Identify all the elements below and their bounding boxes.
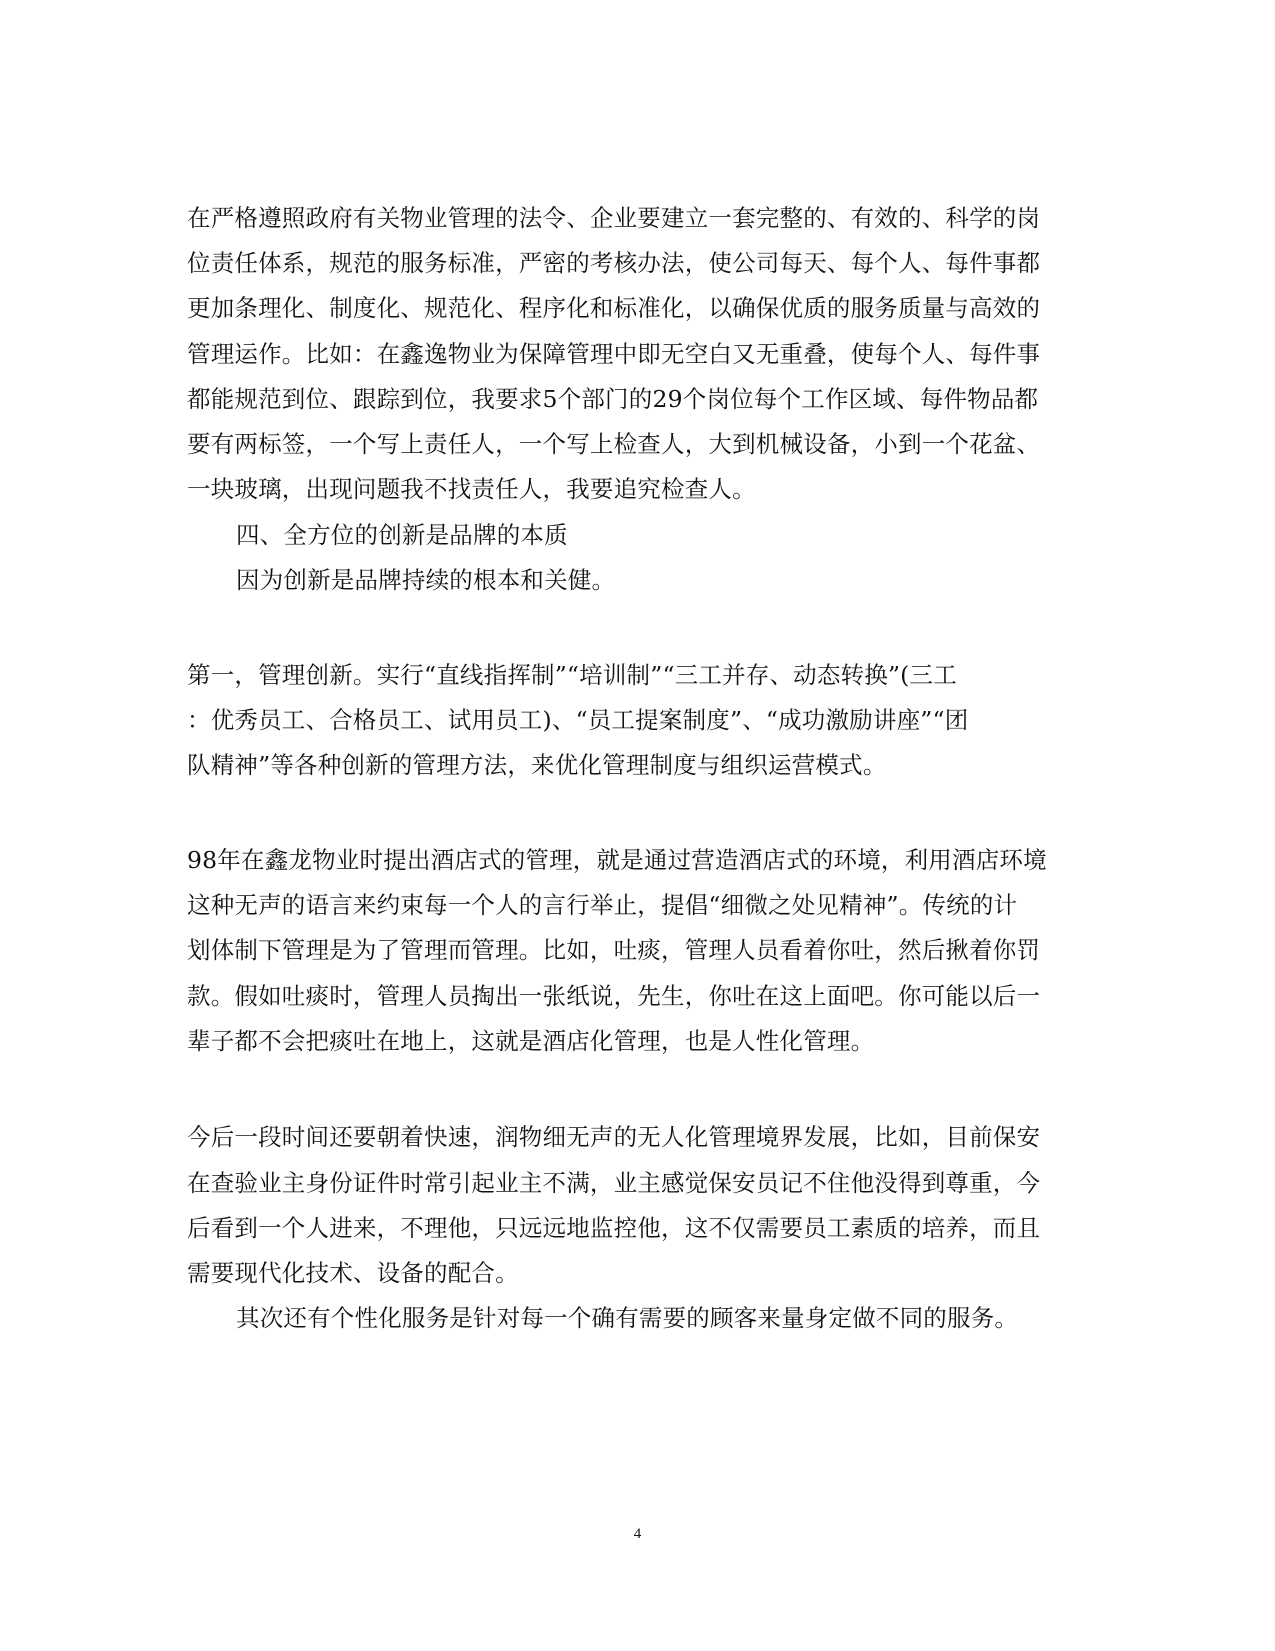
text-line: 队精神”等各种创新的管理方法，来优化管理制度与组织运营模式。 xyxy=(187,751,887,779)
text-line: ：优秀员工、合格员工、试用员工)、“员工提案制度”、“成功激励讲座”“团 xyxy=(187,706,969,734)
text-line: 划体制下管理是为了管理而管理。比如，吐痰，管理人员看着你吐，然后揪着你罚 xyxy=(187,936,1041,964)
text-line: 管理运作。比如：在鑫逸物业为保障管理中即无空白又无重叠，使每个人、每件事 xyxy=(187,340,1041,368)
text-line: 这种无声的语言来约束每一个人的言行举止，提倡“细微之处见精神”。传统的计 xyxy=(187,891,1018,919)
text-line: 今后一段时间还要朝着快速，润物细无声的无人化管理境界发展，比如，目前保安 xyxy=(187,1123,1041,1151)
text-line: 在查验业主身份证件时常引起业主不满，业主感觉保安员记不住他没得到尊重，今 xyxy=(187,1169,1041,1197)
text-line: 辈子都不会把痰吐在地上，这就是酒店化管理，也是人性化管理。 xyxy=(187,1027,875,1055)
page-number: 4 xyxy=(633,1526,642,1542)
text-line: 都能规范到位、跟踪到位，我要求5个部门的29个岗位每个工作区域、每件物品都 xyxy=(187,385,1039,413)
text-line: 一块玻璃，出现问题我不找责任人，我要追究检查人。 xyxy=(187,475,756,503)
text-line: 要有两标签，一个写上责任人，一个写上检查人，大到机械设备，小到一个花盆、 xyxy=(187,430,1041,458)
section-heading: 四、全方位的创新是品牌的本质 xyxy=(236,521,568,549)
text-line: 需要现代化技术、设备的配合。 xyxy=(187,1259,519,1287)
text-line: 第一，管理创新。实行“直线指挥制”“培训制”“三工并存、动态转换”(三工 xyxy=(187,661,957,689)
paragraph-personalized-service: 其次还有个性化服务是针对每一个确有需要的顾客来量身定做不同的服务。 xyxy=(236,1304,1019,1332)
text-line: 更加条理化、制度化、规范化、程序化和标准化，以确保优质的服务质量与高效的 xyxy=(187,294,1041,322)
text-line: 98年在鑫龙物业时提出酒店式的管理，就是通过营造酒店式的环境，利用酒店环境 xyxy=(187,846,1047,874)
text-line: 在严格遵照政府有关物业管理的法令、企业要建立一套完整的、有效的、科学的岗 xyxy=(187,204,1041,232)
text-line: 后看到一个人进来，不理他，只远远地监控他，这不仅需要员工素质的培养，而且 xyxy=(187,1214,1041,1242)
text-line: 款。假如吐痰时，管理人员掏出一张纸说，先生，你吐在这上面吧。你可能以后一 xyxy=(187,982,1041,1010)
section-intro: 因为创新是品牌持续的根本和关健。 xyxy=(236,566,616,594)
text-line: 位责任体系，规范的服务标准，严密的考核办法，使公司每天、每个人、每件事都 xyxy=(187,249,1041,277)
